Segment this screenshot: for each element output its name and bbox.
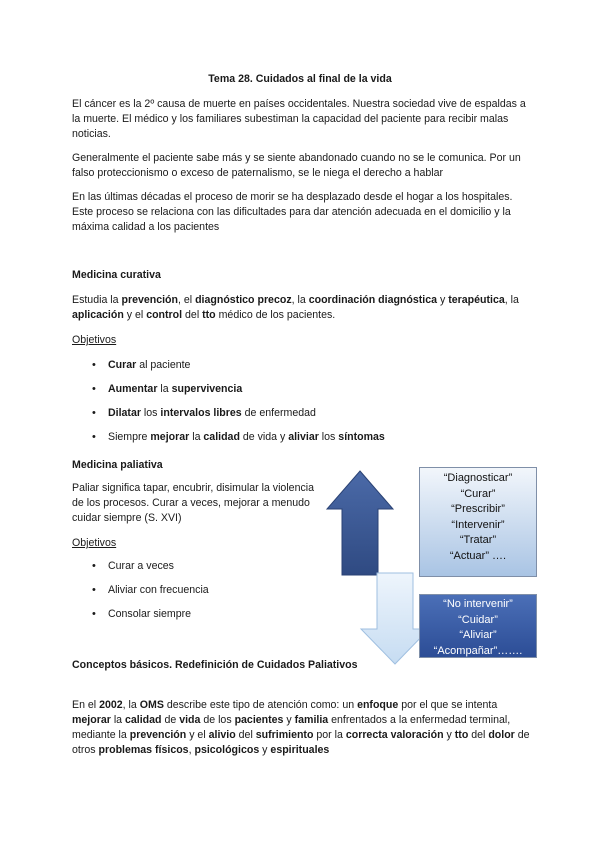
bold-text: problemas físicos bbox=[98, 744, 189, 756]
box1-line: “Diagnosticar” bbox=[443, 472, 513, 484]
box1-line: “Prescribir” bbox=[451, 503, 505, 515]
up-arrow-shape bbox=[327, 471, 393, 575]
text-run: de los bbox=[200, 714, 235, 726]
text-run: En el bbox=[72, 699, 100, 711]
bold-text: prevención bbox=[129, 729, 187, 741]
text-run: y bbox=[443, 729, 455, 741]
text-run: los bbox=[140, 407, 161, 419]
text-run: Siempre bbox=[108, 431, 151, 443]
box1-line: “Curar” bbox=[460, 487, 496, 500]
text-run: , la bbox=[122, 699, 140, 711]
text-run: por el que se intenta bbox=[398, 699, 498, 711]
box1-line: “Tratar” bbox=[459, 534, 497, 546]
text-run: del bbox=[235, 729, 256, 741]
bold-text: mejorar bbox=[72, 714, 111, 726]
text-run: y bbox=[283, 714, 295, 726]
bold-text: enfoque bbox=[357, 699, 399, 711]
box1-line: “Intervenir” bbox=[451, 518, 505, 531]
bold-text: calidad bbox=[125, 714, 162, 726]
text-run: del bbox=[468, 729, 489, 741]
palliative-actions-box bbox=[419, 594, 537, 658]
bold-text: tto bbox=[454, 729, 469, 741]
bold-text: espirituales bbox=[270, 744, 330, 756]
intro-paragraph-3: En las últimas décadas el proceso de morir se ha desplazado desde el hogar a los hospitales. Este proceso se relaciona con las dificultades para dar atención adecuada en el domicilio y la máxima calidad a los pacientes bbox=[72, 191, 513, 233]
bold-text: prevención bbox=[121, 294, 178, 306]
bold-text: familia bbox=[294, 714, 329, 726]
paliativa-heading: Medicina paliativa bbox=[72, 459, 163, 471]
bold-text: psicológicos bbox=[194, 744, 260, 756]
box2-line: “Acompañar”……. bbox=[433, 644, 523, 657]
text-run: y el bbox=[123, 309, 147, 321]
bold-text: mejorar bbox=[150, 431, 190, 443]
text-run: médico de los pacientes. bbox=[215, 309, 336, 321]
text-run: de otros bbox=[72, 729, 530, 756]
text-run: Estudia la bbox=[72, 294, 122, 306]
bold-text: Aumentar bbox=[108, 383, 158, 395]
text-run: la bbox=[189, 431, 204, 443]
bold-text: intervalos libres bbox=[160, 407, 242, 419]
curativa-objetivos-label: Objetivos bbox=[72, 334, 117, 346]
bold-text: tto bbox=[202, 309, 216, 321]
text-run: , la bbox=[504, 294, 519, 306]
bold-text: coordinación diagnóstica bbox=[308, 294, 438, 306]
curative-actions-box bbox=[419, 467, 537, 577]
list-item: • Consolar siempre bbox=[92, 607, 452, 631]
conceptos-body bbox=[72, 698, 532, 758]
text-run: de bbox=[161, 714, 180, 726]
text-run: los bbox=[318, 431, 339, 443]
text-run: y bbox=[437, 294, 449, 306]
bold-text: Curar bbox=[108, 359, 137, 371]
text-run: de enfermedad bbox=[241, 407, 316, 419]
curativa-heading: Medicina curativa bbox=[72, 269, 161, 281]
bold-text: supervivencia bbox=[171, 383, 243, 395]
text-run: y bbox=[259, 744, 271, 756]
bold-text: síntomas bbox=[338, 431, 385, 443]
bold-text: sufrimiento bbox=[255, 729, 314, 741]
bold-text: 2002 bbox=[99, 699, 123, 711]
text-run: de vida y bbox=[239, 431, 289, 443]
text-run: la bbox=[157, 383, 172, 395]
text-run: describe este tipo de atención como: un bbox=[163, 699, 358, 711]
bold-text: terapéutica bbox=[448, 294, 505, 306]
bold-text: pacientes bbox=[234, 714, 284, 726]
text-run: la bbox=[110, 714, 126, 726]
list-item: • Aliviar con frecuencia bbox=[92, 583, 452, 607]
conceptos-heading: Conceptos básicos. Redefinición de Cuidados Paliativos bbox=[72, 659, 358, 671]
bold-text: dolor bbox=[488, 729, 515, 741]
list-item: • Curar a veces bbox=[92, 559, 452, 583]
text-run: , la bbox=[291, 294, 309, 306]
bold-text: aliviar bbox=[288, 431, 319, 443]
box1-line: “Actuar” …. bbox=[449, 549, 507, 562]
intro-paragraph-1: El cáncer es la 2º causa de muerte en países occidentales. Nuestra sociedad vive de espaldas a la muerte. El médico y los familiares subestiman la capacidad del paciente para recibir malas noticias. bbox=[72, 98, 526, 140]
text-run: por la bbox=[313, 729, 346, 741]
bold-text: OMS bbox=[139, 699, 164, 711]
text-run: , el bbox=[178, 294, 196, 306]
paliativa-body: Paliar significa tapar, encubrir, disimular la violencia de los procesos. Curar a veces, mejorar a menudo cuidar siempre (S. XVI) bbox=[72, 482, 315, 524]
bold-text: control bbox=[146, 309, 183, 321]
intro-paragraph-2: Generalmente el paciente sabe más y se siente abandonado cuando no se le comunica. Por un falso proteccionismo o exceso de paternalismo, se le niega el derecho a hablar bbox=[72, 152, 521, 179]
bold-text: correcta valoración bbox=[345, 729, 444, 741]
bold-text: diagnóstico precoz bbox=[195, 294, 292, 306]
box2-line: “No intervenir” bbox=[443, 598, 513, 610]
text-run: del bbox=[182, 309, 203, 321]
document-title: Tema 28. Cuidados al final de la vida bbox=[208, 73, 392, 85]
bold-text: vida bbox=[179, 714, 201, 726]
box2-line: “Cuidar” bbox=[458, 613, 498, 626]
bold-text: alivio bbox=[208, 729, 236, 741]
text-run: al paciente bbox=[136, 359, 191, 371]
text-run: , bbox=[188, 744, 195, 756]
bold-text: aplicación bbox=[72, 309, 124, 321]
text-run: enfrentados a la enfermedad terminal, mediante la bbox=[72, 714, 511, 741]
bold-text: Dilatar bbox=[108, 407, 141, 419]
box2-line: “Aliviar” bbox=[459, 629, 497, 641]
paliativa-objetivos-label: Objetivos bbox=[72, 537, 117, 549]
bold-text: calidad bbox=[203, 431, 240, 443]
text-run: y el bbox=[186, 729, 209, 741]
